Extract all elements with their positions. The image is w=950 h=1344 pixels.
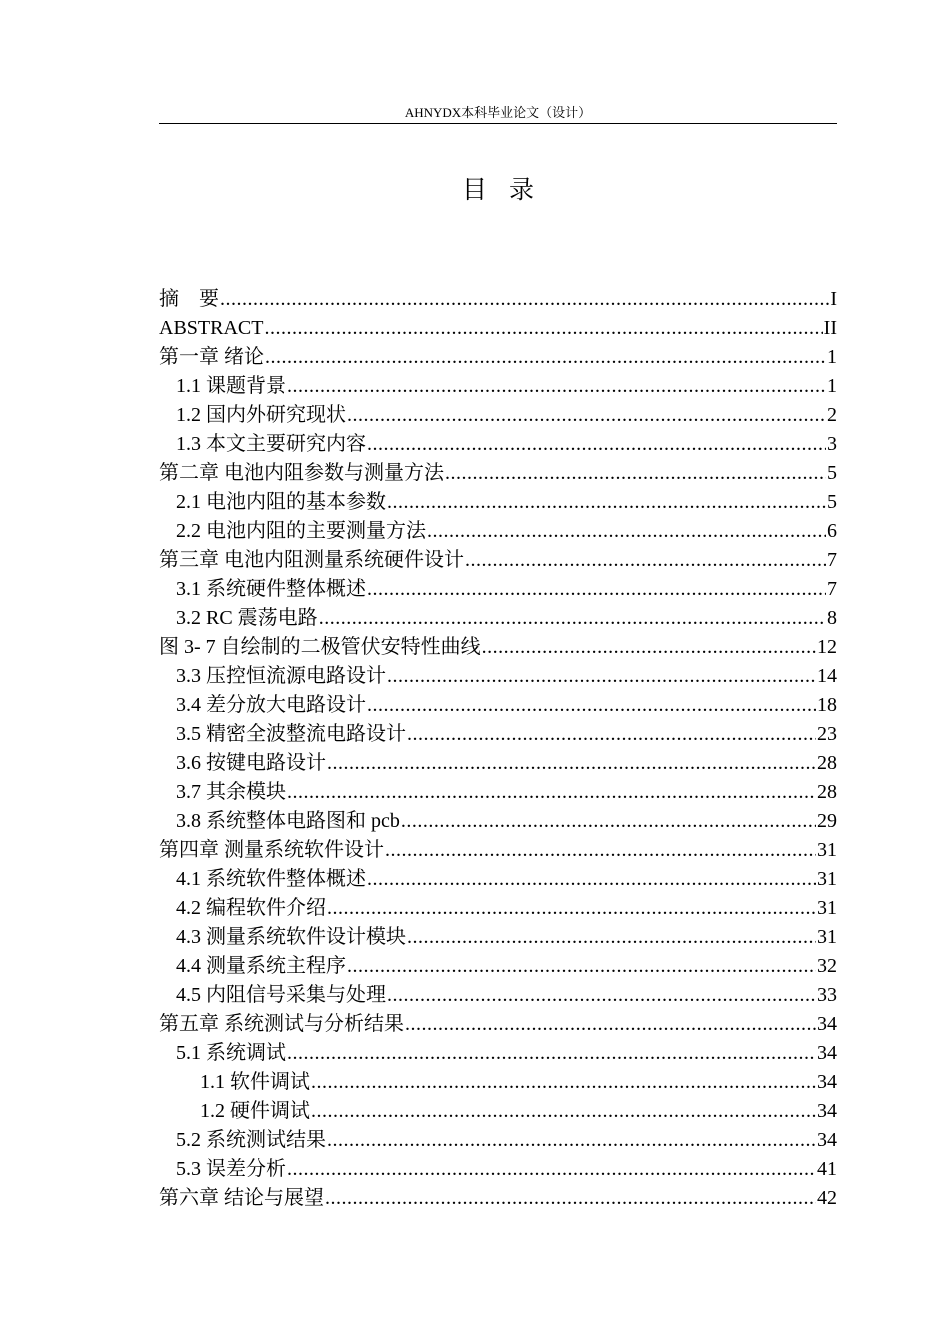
toc-entry-page: 6 — [827, 520, 837, 542]
toc-entry-label: 1.2 国内外研究现状 — [176, 404, 346, 426]
toc-entry[interactable] — [159, 1184, 837, 1213]
dot-leader — [287, 1155, 816, 1184]
toc-entry[interactable] — [159, 401, 837, 430]
toc-entry-page: 34 — [817, 1100, 837, 1122]
toc-entry[interactable] — [159, 894, 837, 923]
toc-entry[interactable] — [159, 488, 837, 517]
dot-leader — [407, 923, 816, 952]
toc-entry-page: 23 — [817, 723, 837, 745]
dot-leader — [327, 749, 816, 778]
toc-entry-label: 3.2 RC 震荡电路 — [176, 607, 318, 629]
dot-leader — [265, 343, 826, 372]
toc-entry-page: 18 — [817, 694, 837, 716]
toc-entry-page: 34 — [817, 1071, 837, 1093]
dot-leader — [407, 720, 816, 749]
toc-entry-page: 31 — [817, 897, 837, 919]
table-of-contents — [159, 285, 837, 1213]
dot-leader — [287, 1039, 816, 1068]
toc-entry-page: I — [830, 288, 837, 310]
toc-entry-page: 12 — [817, 636, 837, 658]
toc-entry-label: 1.1 课题背景 — [176, 375, 286, 397]
toc-entry-label: 3.4 差分放大电路设计 — [176, 694, 366, 716]
toc-entry[interactable] — [159, 285, 837, 314]
dot-leader — [327, 1126, 816, 1155]
dot-leader — [367, 430, 826, 459]
toc-entry-label: 3.7 其余模块 — [176, 781, 286, 803]
toc-entry-label: 第三章 电池内阻测量系统硬件设计 — [159, 549, 464, 571]
toc-entry-page: 2 — [827, 404, 837, 426]
toc-entry-label: 2.2 电池内阻的主要测量方法 — [176, 520, 426, 542]
toc-entry-page: 31 — [817, 926, 837, 948]
toc-entry-page: 33 — [817, 984, 837, 1006]
toc-entry-label: 4.1 系统软件整体概述 — [176, 868, 366, 890]
toc-entry-label: 4.4 测量系统主程序 — [176, 955, 346, 977]
toc-entry-label: 5.2 系统测试结果 — [176, 1129, 326, 1151]
toc-entry[interactable] — [159, 778, 837, 807]
toc-entry-label: 摘 要 — [159, 288, 219, 310]
dot-leader — [385, 836, 816, 865]
dot-leader — [387, 488, 826, 517]
toc-entry-page: 14 — [817, 665, 837, 687]
dot-leader — [311, 1097, 816, 1126]
dot-leader — [401, 807, 816, 836]
toc-entry-page: 34 — [817, 1129, 837, 1151]
toc-entry[interactable] — [159, 575, 837, 604]
toc-entry[interactable] — [159, 807, 837, 836]
dot-leader — [367, 575, 826, 604]
toc-entry-label: 1.2 硬件调试 — [200, 1100, 310, 1122]
toc-entry-label: 4.3 测量系统软件设计模块 — [176, 926, 406, 948]
dot-leader — [367, 865, 816, 894]
toc-entry-page: 8 — [827, 607, 837, 629]
running-header: AHNYDX本科毕业论文（设计） — [404, 105, 592, 120]
toc-entry[interactable] — [159, 720, 837, 749]
dot-leader — [387, 981, 816, 1010]
toc-entry-label: 第一章 绪论 — [159, 346, 264, 368]
toc-entry[interactable] — [159, 604, 837, 633]
toc-entry-page: 5 — [827, 462, 837, 484]
toc-entry[interactable] — [159, 981, 837, 1010]
toc-entry[interactable] — [159, 1126, 837, 1155]
toc-entry-page: 28 — [817, 752, 837, 774]
toc-entry-label: 1.3 本文主要研究内容 — [176, 433, 366, 455]
dot-leader — [347, 952, 816, 981]
toc-entry-page: 41 — [817, 1158, 837, 1180]
toc-entry[interactable] — [159, 314, 837, 343]
toc-entry-label: 第二章 电池内阻参数与测量方法 — [159, 462, 444, 484]
toc-entry-label: 3.1 系统硬件整体概述 — [176, 578, 366, 600]
dot-leader — [405, 1010, 816, 1039]
toc-entry-page: 3 — [827, 433, 837, 455]
toc-entry-page: 31 — [817, 868, 837, 890]
dot-leader — [319, 604, 826, 633]
toc-entry-label: 第五章 系统测试与分析结果 — [159, 1013, 404, 1035]
toc-entry-label: 第四章 测量系统软件设计 — [159, 839, 384, 861]
dot-leader — [482, 633, 816, 662]
toc-entry-label: 3.6 按键电路设计 — [176, 752, 326, 774]
toc-entry-page: 34 — [817, 1042, 837, 1064]
toc-entry-label: 3.8 系统整体电路图和 pcb — [176, 810, 400, 832]
dot-leader — [325, 1184, 816, 1213]
dot-leader — [327, 894, 816, 923]
toc-entry[interactable] — [159, 633, 837, 662]
toc-entry[interactable] — [159, 1097, 837, 1126]
toc-entry-page: 28 — [817, 781, 837, 803]
toc-entry[interactable] — [159, 546, 837, 575]
toc-entry-label: 4.5 内阻信号采集与处理 — [176, 984, 386, 1006]
toc-entry-label: 5.3 误差分析 — [176, 1158, 286, 1180]
toc-entry[interactable] — [159, 662, 837, 691]
dot-leader — [311, 1068, 816, 1097]
toc-entry[interactable] — [159, 372, 837, 401]
dot-leader — [445, 459, 826, 488]
toc-entry[interactable] — [159, 430, 837, 459]
toc-entry-page: 29 — [817, 810, 837, 832]
toc-entry-label: 3.3 压控恒流源电路设计 — [176, 665, 386, 687]
toc-entry-page: 5 — [827, 491, 837, 513]
toc-entry-page: 42 — [817, 1187, 837, 1209]
toc-entry-page: 1 — [827, 346, 837, 368]
toc-entry[interactable] — [159, 1039, 837, 1068]
dot-leader — [287, 372, 826, 401]
toc-entry[interactable] — [159, 923, 837, 952]
toc-entry[interactable] — [159, 749, 837, 778]
toc-entry-label: ABSTRACT — [159, 317, 264, 339]
dot-leader — [347, 401, 826, 430]
toc-entry[interactable] — [159, 691, 837, 720]
toc-entry-page: 32 — [817, 955, 837, 977]
dot-leader — [465, 546, 826, 575]
toc-entry-page: 7 — [827, 578, 837, 600]
toc-entry-label: 2.1 电池内阻的基本参数 — [176, 491, 386, 513]
toc-entry-page: 34 — [817, 1013, 837, 1035]
toc-entry[interactable] — [159, 836, 837, 865]
toc-entry[interactable] — [159, 865, 837, 894]
toc-entry-label: 3.5 精密全波整流电路设计 — [176, 723, 406, 745]
toc-entry-label: 第六章 结论与展望 — [159, 1187, 324, 1209]
toc-entry-page: 7 — [827, 549, 837, 571]
toc-entry-label: 4.2 编程软件介绍 — [176, 897, 326, 919]
toc-entry[interactable] — [159, 1155, 837, 1184]
dot-leader — [367, 691, 816, 720]
toc-entry[interactable] — [159, 952, 837, 981]
toc-entry-page: 1 — [827, 375, 837, 397]
toc-entry-page: 31 — [817, 839, 837, 861]
toc-entry-label: 5.1 系统调试 — [176, 1042, 286, 1064]
dot-leader — [387, 662, 816, 691]
dot-leader — [220, 285, 829, 314]
toc-entry-label: 图 3- 7 自绘制的二极管伏安特性曲线 — [159, 636, 481, 658]
toc-entry-label: 1.1 软件调试 — [200, 1071, 310, 1093]
header-rule — [159, 123, 837, 124]
toc-entry[interactable] — [159, 459, 837, 488]
dot-leader — [427, 517, 826, 546]
page-title: 目录 — [461, 175, 556, 204]
toc-entry-page: II — [823, 317, 837, 339]
toc-entry[interactable] — [159, 1068, 837, 1097]
dot-leader — [287, 778, 816, 807]
toc-entry[interactable] — [159, 1010, 837, 1039]
toc-entry[interactable] — [159, 517, 837, 546]
dot-leader — [264, 314, 822, 343]
toc-entry[interactable] — [159, 343, 837, 372]
